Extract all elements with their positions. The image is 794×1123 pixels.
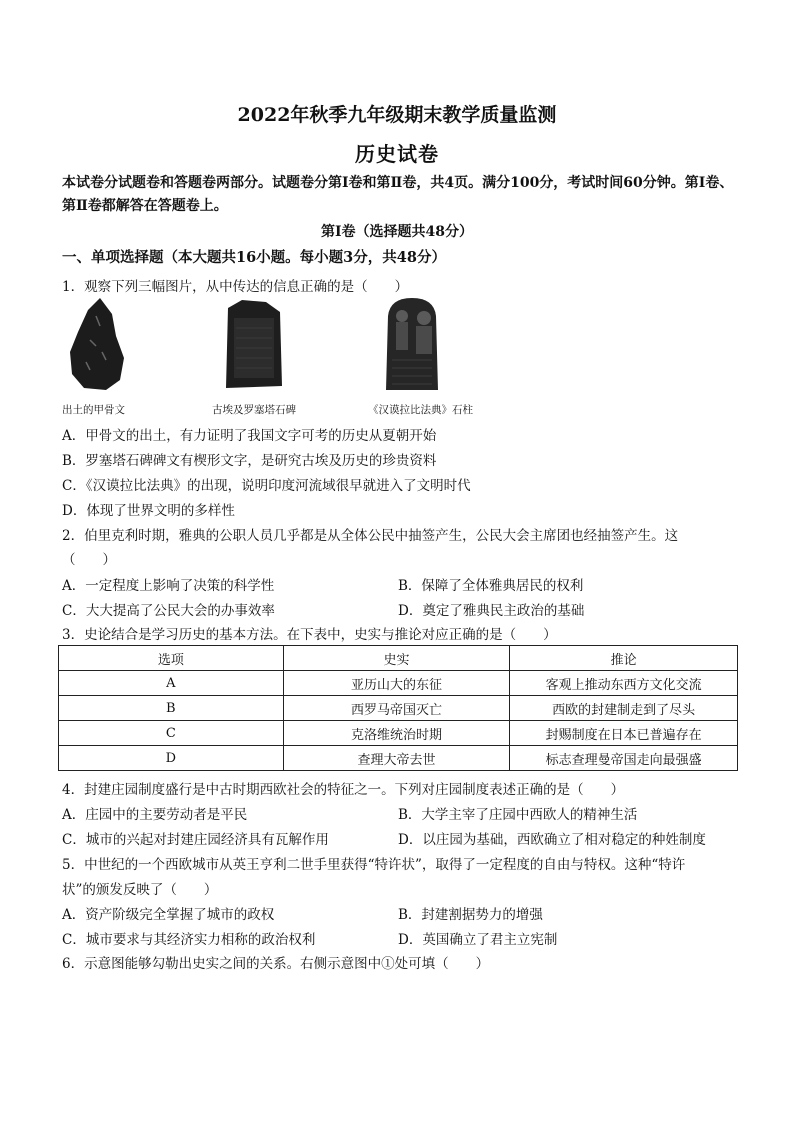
image-caption-hammurabi-stele: 《汉谟拉比法典》石柱 <box>368 404 473 416</box>
q1-option-b: B．罗塞塔石碑碑文有楔形文字，是研究古埃及历史的珍贵资料 <box>62 453 437 469</box>
q4-option-d: D．以庄园为基础，西欧确立了相对稳定的种姓制度 <box>398 832 706 848</box>
table-cell: C <box>59 721 284 746</box>
q2-option-b: B．保障了全体雅典居民的权利 <box>398 578 584 594</box>
table-cell: 西罗马帝国灭亡 <box>283 696 510 721</box>
section-heading: 一、单项选择题（本大题共16小题。每小题3分，共48分） <box>62 249 446 266</box>
table-header-fact: 史实 <box>283 646 510 671</box>
table-row <box>59 696 738 721</box>
q4-stem: 4．封建庄园制度盛行是中古时期西欧社会的特征之一。下列对庄园制度表述正确的是（ ） <box>62 782 625 798</box>
q5-option-d: D．英国确立了君主立宪制 <box>398 932 558 948</box>
q5-stem: 5．中世纪的一个西欧城市从英王亨利二世手里获得“特许状”，取得了一定程度的自由与特权。这种“特许 <box>62 857 686 873</box>
table-header-inference: 推论 <box>510 646 738 671</box>
q5-option-c: C．城市要求与其经济实力相称的政治权利 <box>62 932 316 948</box>
hammurabi-stele-image <box>380 296 444 392</box>
q5-option-b: B．封建割据势力的增强 <box>398 907 543 923</box>
exam-title: 2022年秋季九年级期末教学质量监测 <box>237 104 557 126</box>
section-title: 第Ⅰ卷（选择题共48分） <box>320 224 474 240</box>
q4-option-a: A．庄园中的主要劳动者是平民 <box>62 807 248 823</box>
q3-stem: 3．史论结合是学习历史的基本方法。在下表中，史实与推论对应正确的是（ ） <box>62 627 557 643</box>
q5-stem-cont: 状”的颁发反映了（ ） <box>62 882 218 898</box>
table-cell: 封赐制度在日本已普遍存在 <box>510 721 738 746</box>
q1-stem: 1．观察下列三幅图片，从中传达的信息正确的是（ ） <box>62 279 409 295</box>
image-caption-oracle-bone: 出土的甲骨文 <box>62 404 125 416</box>
q4-option-b: B．大学主宰了庄园中西欧人的精神生活 <box>398 807 638 823</box>
table-cell: D <box>59 746 284 771</box>
q2-option-d: D．奠定了雅典民主政治的基础 <box>398 603 585 619</box>
rosetta-stone-image <box>222 298 284 390</box>
q1-option-a: A．甲骨文的出土，有力证明了我国文字可考的历史从夏朝开始 <box>62 428 437 444</box>
exam-subtitle: 历史试卷 <box>355 142 439 166</box>
q1-option-d: D．体现了世界文明的多样性 <box>62 503 235 519</box>
table-header-option: 选项 <box>59 646 284 671</box>
image-caption-rosetta-stone: 古埃及罗塞塔石碑 <box>212 404 296 416</box>
q2-option-c: C．大大提高了公民大会的办事效率 <box>62 603 275 619</box>
q2-option-a: A．一定程度上影响了决策的科学性 <box>62 578 275 594</box>
q2-stem: 2．伯里克利时期，雅典的公职人员几乎都是从全体公民中抽签产生，公民大会主席团也经抽签产生。这 <box>62 528 679 544</box>
table-cell: B <box>59 696 284 721</box>
q5-option-a: A．资产阶级完全掌握了城市的政权 <box>62 907 275 923</box>
table-cell: 克洛维统治时期 <box>283 721 510 746</box>
table-header-row <box>59 646 738 671</box>
q1-option-c: C．《汉谟拉比法典》的出现，说明印度河流域很早就进入了文明时代 <box>62 478 471 494</box>
oracle-bone-image <box>66 296 130 392</box>
table-cell: 查理大帝去世 <box>283 746 510 771</box>
table-cell: 亚历山大的东征 <box>283 671 510 696</box>
exam-instructions: 本试卷分试题卷和答题卷两部分。试题卷分第Ⅰ卷和第Ⅱ卷，共4页。满分100分，考试时间60分钟。第Ⅰ卷、第Ⅱ卷都解答在答题卷上。 <box>62 175 734 214</box>
q3-history-table <box>58 645 738 771</box>
table-row <box>59 671 738 696</box>
table-row <box>59 721 738 746</box>
table-cell: 标志查理曼帝国走向最强盛 <box>510 746 738 771</box>
table-cell: A <box>59 671 284 696</box>
q4-option-c: C．城市的兴起对封建庄园经济具有瓦解作用 <box>62 832 329 848</box>
table-cell: 西欧的封建制走到了尽头 <box>510 696 738 721</box>
table-row <box>59 746 738 771</box>
table-cell: 客观上推动东西方文化交流 <box>510 671 738 696</box>
q6-stem: 6．示意图能够勾勒出史实之间的关系。右侧示意图中①处可填（ ） <box>62 956 490 972</box>
q2-stem-cont: （ ） <box>62 552 116 568</box>
